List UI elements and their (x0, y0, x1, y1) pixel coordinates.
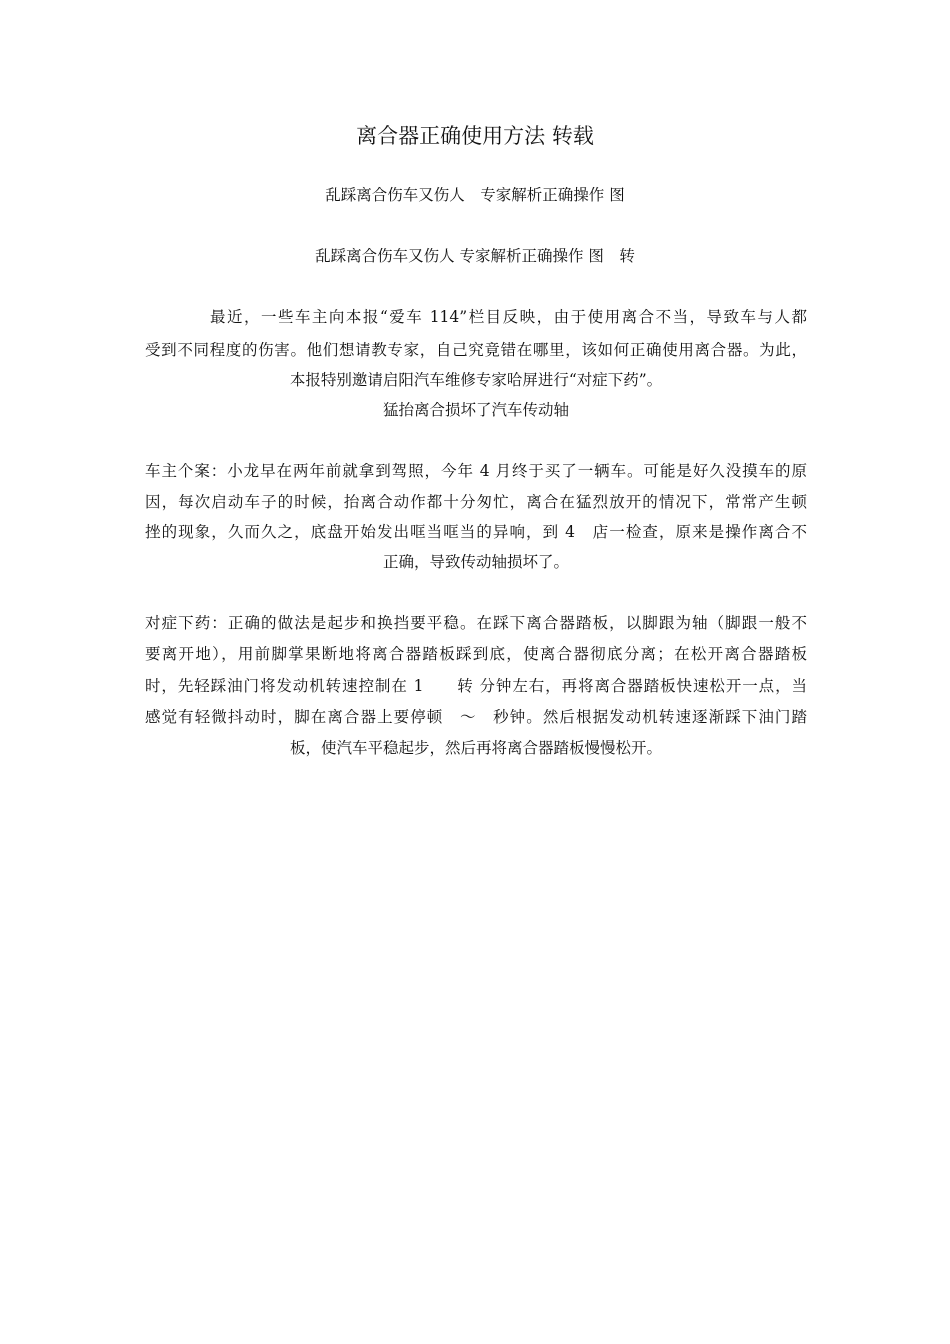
remedy-line-1: 对症下药：正确的做法是起步和换挡要平稳。在踩下离合器踏板，以脚跟为轴（脚跟一般不 (145, 614, 807, 632)
document-title: 离合器正确使用方法 转载 (356, 124, 594, 148)
case-line-2: 因，每次启动车子的时候，抬离合动作都十分匆忙，离合在猛烈放开的情况下，常常产生顿 (145, 493, 807, 511)
case-line-3: 挫的现象，久而久之，底盘开始发出哐当哐当的异响，到 4 店一检查，原来是操作离合不 (145, 523, 807, 541)
subtitle-1: 乱踩离合伤车又伤人 专家解析正确操作 图 (325, 186, 625, 204)
intro-line-3: 本报特别邀请启阳汽车维修专家哈屏进行“对症下药”。 (289, 371, 663, 389)
remedy-line-3: 时，先轻踩油门将发动机转速控制在 1 转 分钟左右，再将离合器踏板快速松开一点，当 (145, 677, 807, 695)
intro-line-2: 受到不同程度的伤害。他们想请教专家，自己究竟错在哪里，该如何正确使用离合器。为此， (145, 341, 807, 359)
intro-line-1: 最近，一些车主向本报“爱车 114”栏目反映，由于使用离合不当，导致车与人都 (210, 308, 807, 326)
case-line-4: 正确，导致传动轴损坏了。 (382, 553, 569, 571)
subtitle-2: 乱踩离合伤车又伤人 专家解析正确操作 图 转 (315, 247, 635, 265)
section-heading: 猛抬离合损坏了汽车传动轴 (382, 401, 569, 419)
case-line-1: 车主个案：小龙早在两年前就拿到驾照，今年 4 月终于买了一辆车。可能是好久没摸车的原 (145, 462, 807, 480)
remedy-line-2: 要离开地），用前脚掌果断地将离合器踏板踩到底，使离合器彻底分离；在松开离合器踏板 (145, 645, 807, 663)
remedy-line-4: 感觉有轻微抖动时，脚在离合器上要停顿 ～ 秒钟。然后根据发动机转速逐渐踩下油门踏 (145, 708, 807, 726)
remedy-line-5: 板，使汽车平稳起步，然后再将离合器踏板慢慢松开。 (289, 739, 662, 757)
